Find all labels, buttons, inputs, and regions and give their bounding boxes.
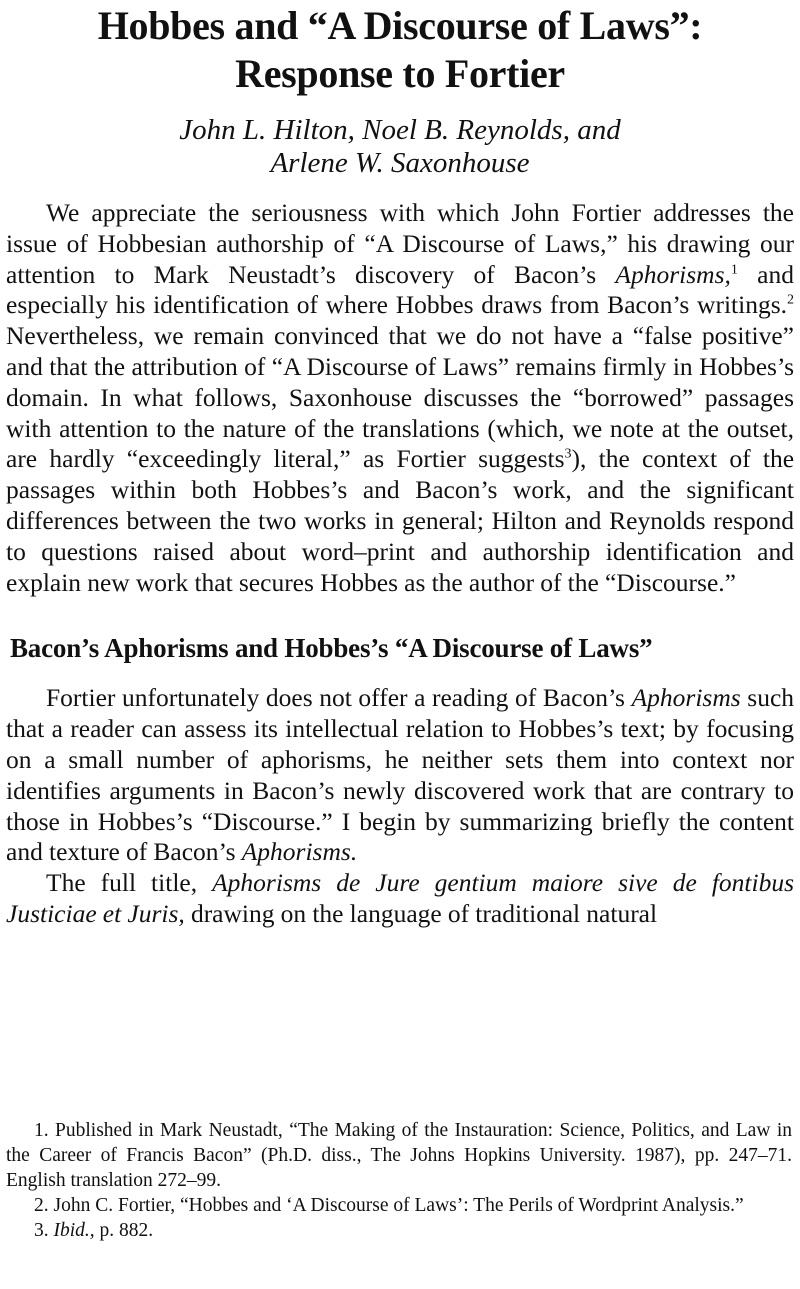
footnote-3-ibid: Ibid., — [53, 1220, 95, 1241]
title-line-2: Response to Fortier — [235, 51, 565, 96]
title-line-1: Hobbes and “A Discourse of Laws”: — [97, 3, 703, 48]
intro-text-1: We appreciate the seriousness with which John Fortier addresses the issue of Hobbesian authorship of “A Discourse of Laws,” his drawing our attention to Mark Neustadt’s discovery of Bacon’s — [6, 198, 794, 289]
section-paragraph-2 — [6, 868, 794, 930]
footnote-1: 1. Published in Mark Neustadt, “The Making of the Instauration: Science, Politics, and Law in the Career of Francis Bacon” (Ph.D. diss., The Johns Hopkins University. 1987), pp. 247–71. English translation 272–99. — [6, 1120, 792, 1191]
footnote-3 — [6, 1218, 792, 1243]
section-p2-text-1: The full title, — [46, 868, 213, 898]
intro-text-4: ), the context of the passages within both Hobbes’s and Bacon’s work, and the significant differences between the two works in general; Hilton and Reynolds respond to questions raised about word–print and authorship identification and explain new work that secures Hobbes as the author of the “Discourse.” — [6, 444, 795, 597]
intro-emphasis-aphorisms: Aphorisms, — [615, 259, 731, 289]
section-p1-emphasis-2: Aphorisms. — [241, 837, 358, 867]
footnote-ref-1[interactable]: 1 — [730, 262, 738, 278]
section-p1-text-2: such that a reader can assess its intellectual relation to Hobbes’s text; by focusing on a small number of aphorisms, he neither sets them into context nor identifies arguments in Bacon’s newly discovered work that are contrary to those in Hobbes’s “Discourse.” I begin by summarizing briefly the content and texture of Bacon’s — [6, 683, 795, 867]
author-byline — [6, 114, 794, 180]
authors-line-1: John L. Hilton, Noel B. Reynolds, and — [179, 114, 621, 146]
section-p2-text-2: drawing on the language of traditional natural — [184, 898, 658, 928]
section-paragraph-1 — [6, 683, 794, 868]
footnote-ref-2[interactable]: 2 — [787, 292, 794, 308]
footnote-ref-3[interactable]: 3 — [564, 446, 572, 462]
intro-paragraph — [6, 198, 794, 598]
intro-text-3: Nevertheless, we remain convinced that we do not have a “false positive” and that the attribution of “A Discourse of Laws” remains firmly in Hobbes’s domain. In what follows, Saxonhouse discusses the “borrowed” passages with attention to the nature of the translations (which, we note at the outset, are hardly “exceedingly literal,” as Fortier suggests — [6, 321, 794, 474]
section-p2-emphasis-title: Aphorisms de Jure gentium maiore sive de fontibus Justiciae et Juris, — [6, 868, 794, 928]
article-title — [6, 0, 794, 98]
footnote-3-number: 3. — [34, 1220, 54, 1241]
footnote-2: 2. John C. Fortier, “Hobbes and ‘A Discourse of Laws’: The Perils of Wordprint Analysis.” — [34, 1195, 744, 1216]
authors-line-2: Arlene W. Saxonhouse — [270, 147, 530, 179]
footnotes — [6, 1118, 792, 1243]
intro-text-2: and especially his identification of where Hobbes draws from Bacon’s writings. — [6, 259, 795, 320]
section-p1-text-1: Fortier unfortunately does not offer a reading of Bacon’s — [46, 683, 632, 713]
section-heading: Bacon’s Aphorisms and Hobbes’s “A Discourse of Laws” — [10, 633, 653, 664]
footnote-3-page: p. 882. — [94, 1220, 154, 1241]
section-p1-emphasis-1: Aphorisms — [631, 683, 741, 713]
